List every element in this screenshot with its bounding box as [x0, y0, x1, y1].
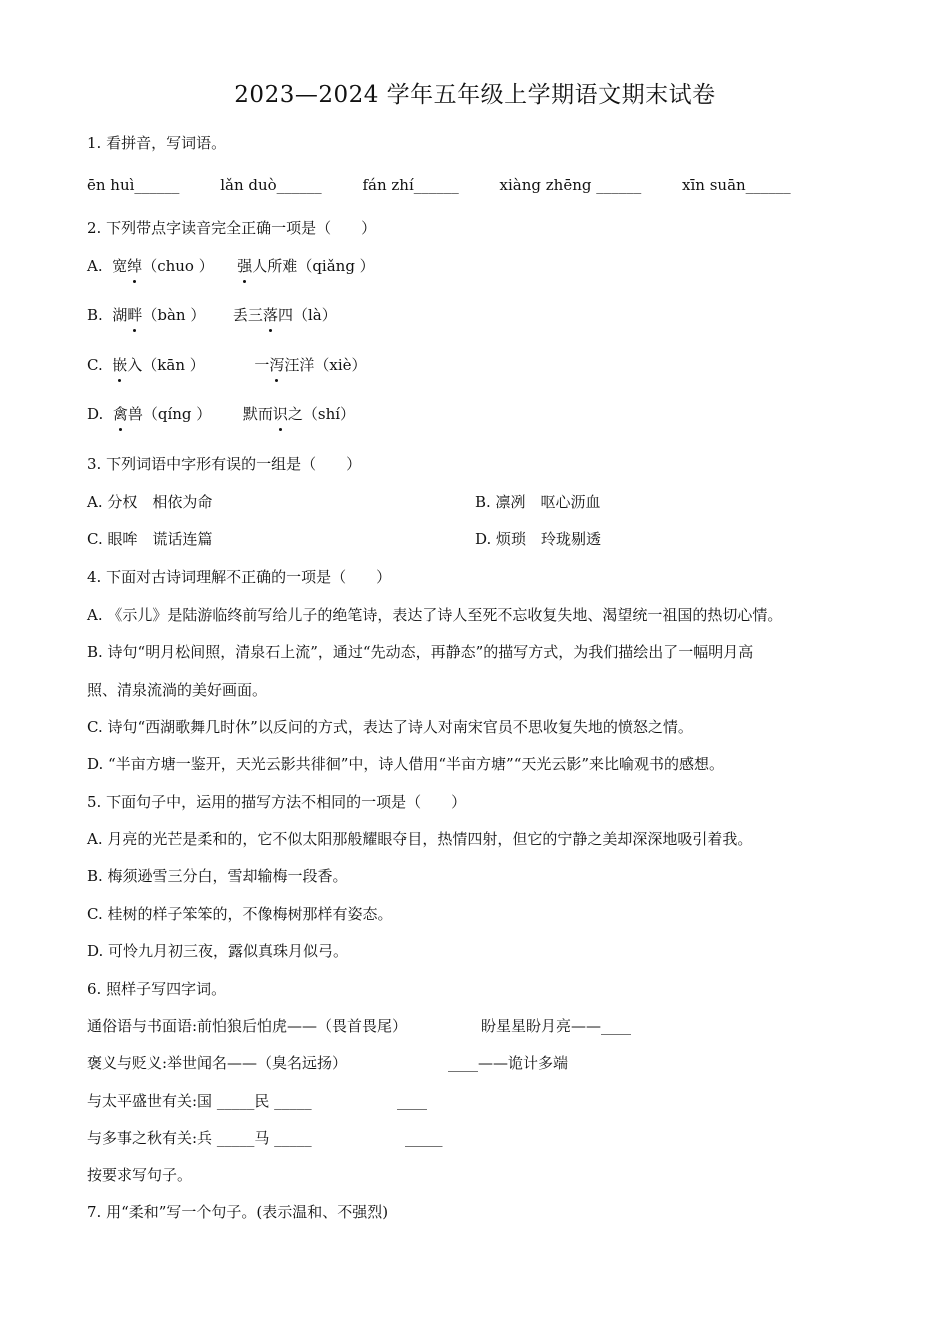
word-text: 丢三: [232, 306, 263, 324]
page-title: 2023—2024 学年五年级上学期语文期末试卷: [234, 82, 716, 108]
q5-option-d: D. 可怜九月初三夜，露似真珠月似弓。: [87, 942, 349, 960]
section-note: 按要求写句子。: [87, 1166, 193, 1184]
dotted-char: 泻: [269, 356, 285, 374]
q4-option-a: A. 《示儿》是陆游临终前写给儿子的绝笔诗，表达了诗人至死不忘收复失地、渴望统一祖国的热切心情。: [87, 606, 783, 624]
question-3-stem: 3. 下列词语中字形有误的一组是（ ）: [87, 455, 362, 473]
pinyin-note: （shí）: [302, 405, 356, 423]
dotted-char: 落: [262, 306, 278, 324]
question-2-stem: 2. 下列带点字读音完全正确一项是（ ）: [87, 219, 377, 237]
pinyin-item: lǎn duò______: [220, 176, 322, 194]
q3-option-d: D. 烦琐 玲珑剔透: [475, 530, 602, 548]
pinyin-note: （qíng ）: [142, 405, 212, 423]
question-5-stem: 5. 下面句子中，运用的描写方法不相同的一项是（ ）: [87, 793, 467, 811]
pinyin-item: ēn huì______: [87, 176, 180, 194]
dotted-char: 绰: [127, 257, 143, 275]
q3-option-c: C. 眼哞 谎话连篇: [87, 530, 213, 548]
pinyin-note: （là）: [292, 306, 337, 324]
word-text: 四: [277, 306, 293, 324]
q4-option-c: C. 诗句“西湖歌舞几时休”以反问的方式，表达了诗人对南宋官员不思收复失地的愤怒之情。: [87, 718, 693, 736]
pinyin-item: fán zhí______: [362, 176, 459, 194]
word-text: 默而: [242, 405, 273, 423]
q4-option-b-cont: 照、清泉流淌的美好画面。: [87, 681, 268, 699]
question-1-stem: 1. 看拼音，写词语。: [87, 134, 227, 152]
q6-row3-blank: ____: [397, 1092, 427, 1110]
pinyin-note: （kān ）: [142, 356, 205, 374]
word-text: 汪洋: [284, 356, 315, 374]
question-7-stem: 7. 用“柔和”写一个句子。(表示温和、不强烈): [87, 1203, 389, 1221]
q6-row4-blank: _____: [405, 1129, 443, 1147]
word-text: 一: [254, 356, 270, 374]
q3-option-a: A. 分权 相依为命: [87, 493, 213, 511]
pinyin-row: [87, 175, 791, 195]
q2-option-d: [87, 404, 355, 424]
dotted-char: 强: [237, 257, 253, 275]
word-text: 湖: [112, 306, 128, 324]
pinyin-note: （xiè）: [314, 356, 367, 374]
q6-row2-example: 褒义与贬义:举世闻名——（臭名远扬）: [87, 1054, 348, 1072]
dotted-char: 禽: [112, 405, 128, 423]
dotted-char: 畔: [127, 306, 143, 324]
option-label: A.: [87, 257, 103, 275]
q4-option-b: B. 诗句“明月松间照，清泉石上流”，通过“先动态，再静态”的描写方式，为我们描绘出了一幅明月高: [87, 643, 754, 661]
q2-option-a: [87, 256, 375, 276]
q2-option-c: [87, 355, 367, 375]
option-label: C.: [87, 356, 103, 374]
q3-option-b: B. 凛冽 呕心沥血: [475, 493, 601, 511]
q6-row3: 与太平盛世有关:国 _____民 _____: [87, 1092, 312, 1110]
dotted-char: 嵌: [112, 356, 128, 374]
q5-option-a: A. 月亮的光芒是柔和的，它不似太阳那般耀眼夺目，热情四射，但它的宁静之美却深深地吸引着我。: [87, 830, 753, 848]
word-text: 入: [127, 356, 143, 374]
word-text: 宽: [112, 257, 128, 275]
question-6-stem: 6. 照样子写四字词。: [87, 980, 227, 998]
q2-option-b: [87, 305, 337, 325]
q6-row1-blank: 盼星星盼月亮——____: [481, 1017, 632, 1035]
word-text: 兽: [127, 405, 143, 423]
pinyin-item: xiàng zhēng ______: [499, 176, 642, 194]
q6-row2-blank: ____——诡计多端: [448, 1054, 569, 1072]
dotted-char: 识: [272, 405, 288, 423]
q6-row4: 与多事之秋有关:兵 _____马 _____: [87, 1129, 312, 1147]
pinyin-note: （qiǎng ）: [297, 257, 375, 275]
pinyin-item: xīn suān______: [682, 176, 791, 194]
q6-row1-example: 通俗语与书面语:前怕狼后怕虎——（畏首畏尾）: [87, 1017, 408, 1035]
option-label: B.: [87, 306, 103, 324]
option-label: D.: [87, 405, 104, 423]
question-4-stem: 4. 下面对古诗词理解不正确的一项是（ ）: [87, 568, 392, 586]
q4-option-d: D. “半亩方塘一鉴开，天光云影共徘徊”中，诗人借用“半亩方塘”“天光云影”来比喻观书的感想。: [87, 755, 725, 773]
word-text: 之: [287, 405, 303, 423]
pinyin-note: （chuo ）: [142, 257, 214, 275]
pinyin-note: （bàn ）: [142, 306, 206, 324]
word-text: 人所难: [252, 257, 298, 275]
q5-option-b: B. 梅须逊雪三分白，雪却输梅一段香。: [87, 867, 348, 885]
q5-option-c: C. 桂树的样子笨笨的，不像梅树那样有姿态。: [87, 905, 393, 923]
